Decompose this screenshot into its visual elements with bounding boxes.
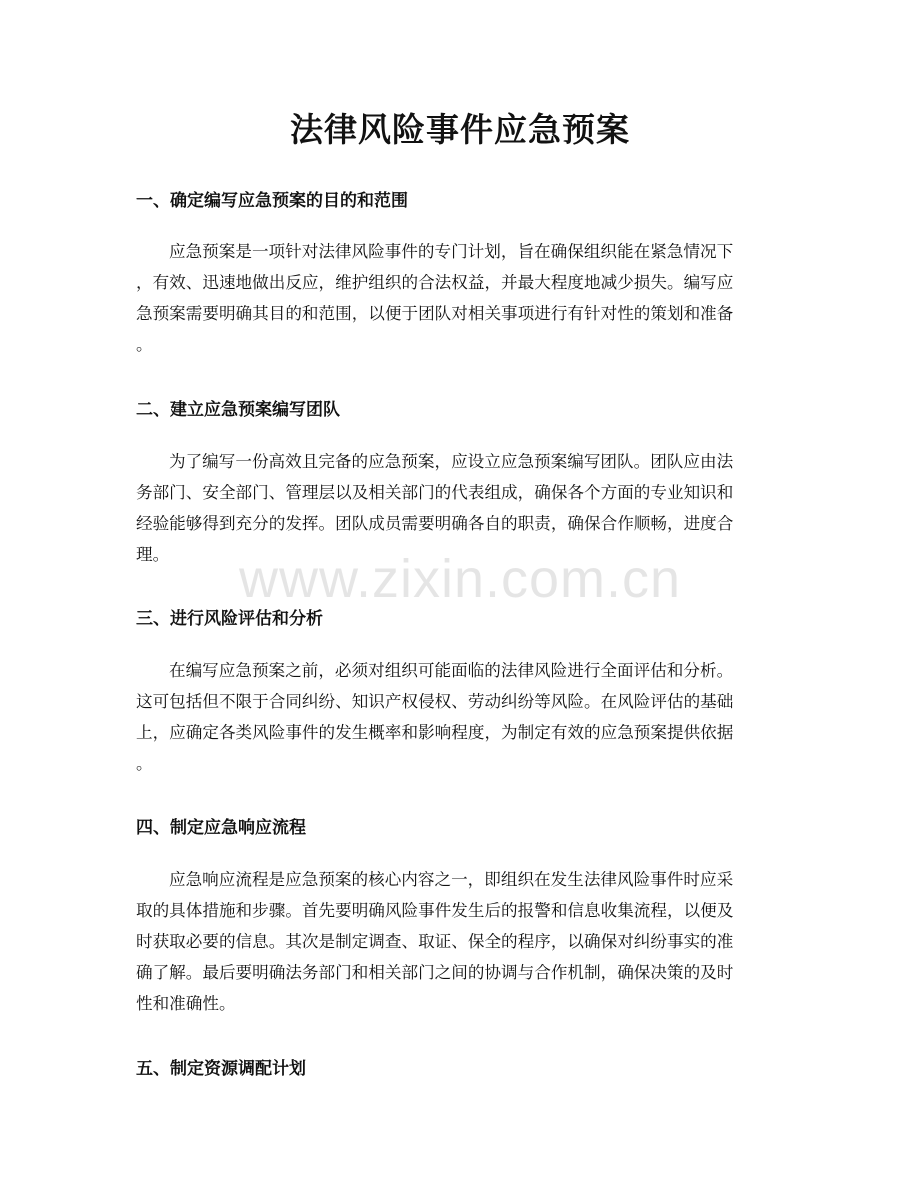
paragraph-line: 。 — [136, 754, 153, 773]
paragraph-line: 。 — [136, 335, 153, 354]
section-paragraph-4 — [136, 864, 786, 1019]
section-paragraph-2 — [136, 446, 786, 570]
paragraph-line: 应急预案是一项针对法律风险事件的专门计划，旨在确保组织能在紧急情况下 — [169, 242, 734, 261]
paragraph-line: 务部门、安全部门、管理层以及相关部门的代表组成，确保各个方面的专业知识和 — [136, 483, 734, 502]
paragraph-line: 在编写应急预案之前，必须对组织可能面临的法律风险进行全面评估和分析。 — [169, 661, 734, 680]
section-heading-5: 五、制定资源调配计划 — [136, 1059, 306, 1079]
paragraph-line: 时获取必要的信息。其次是制定调查、取证、保全的程序，以确保对纠纷事实的准 — [136, 932, 734, 951]
paragraph-line: ，有效、迅速地做出反应，维护组织的合法权益，并最大程度地减少损失。编写应 — [136, 273, 734, 292]
paragraph-line: 性和准确性。 — [136, 994, 236, 1013]
paragraph-line: 应急响应流程是应急预案的核心内容之一，即组织在发生法律风险事件时应采 — [169, 870, 734, 889]
paragraph-line: 上，应确定各类风险事件的发生概率和影响程度，为制定有效的应急预案提供依据 — [136, 723, 734, 742]
paragraph-line: 急预案需要明确其目的和范围，以便于团队对相关事项进行有针对性的策划和准备 — [136, 304, 734, 323]
paragraph-line: 这可包括但不限于合同纠纷、知识产权侵权、劳动纠纷等风险。在风险评估的基础 — [136, 692, 734, 711]
paragraph-line: 确了解。最后要明确法务部门和相关部门之间的协调与合作机制，确保决策的及时 — [136, 963, 734, 982]
watermark-text: www.zixin.com.cn — [238, 549, 682, 609]
section-heading-2: 二、建立应急预案编写团队 — [136, 400, 340, 420]
paragraph-line: 取的具体措施和步骤。首先要明确风险事件发生后的报警和信息收集流程，以便及 — [136, 901, 734, 920]
section-paragraph-1 — [136, 236, 786, 360]
paragraph-line: 为了编写一份高效且完备的应急预案，应设立应急预案编写团队。团队应由法 — [169, 452, 734, 471]
section-heading-4: 四、制定应急响应流程 — [136, 818, 306, 838]
section-paragraph-3 — [136, 655, 786, 779]
section-heading-1: 一、确定编写应急预案的目的和范围 — [136, 191, 408, 211]
paragraph-line: 经验能够得到充分的发挥。团队成员需要明确各自的职责，确保合作顺畅，进度合 — [136, 514, 734, 533]
paragraph-line: 理。 — [136, 545, 170, 564]
document-title: 法律风险事件应急预案 — [290, 110, 630, 149]
section-heading-3: 三、进行风险评估和分析 — [136, 609, 323, 629]
